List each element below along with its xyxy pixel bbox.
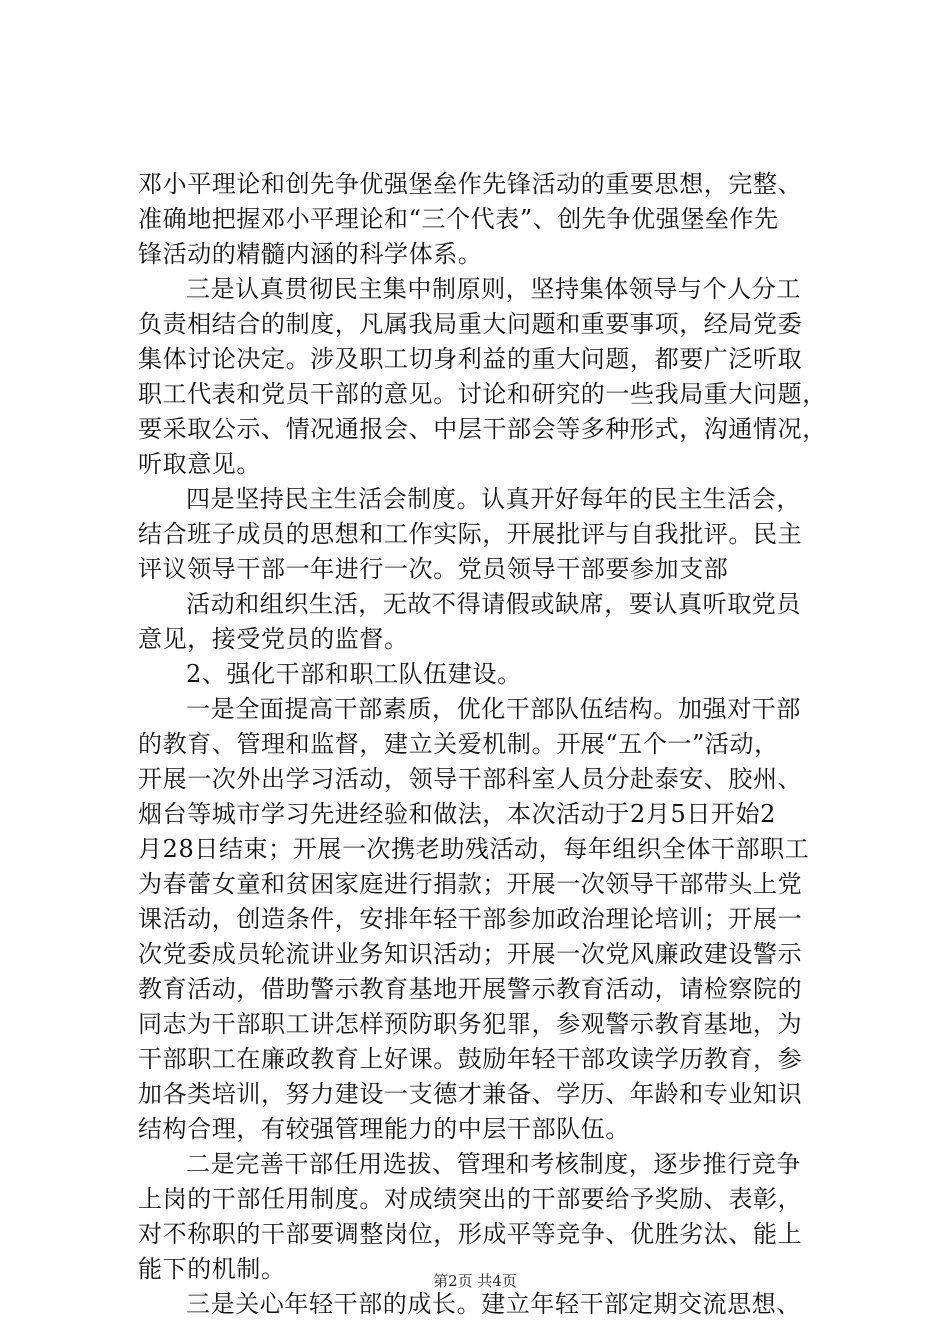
- text-line: 邓小平理论和创先争优强堡垒作先锋活动的重要思想，完整、: [138, 170, 803, 198]
- paragraph-start-line: 活动和组织生活，无故不得请假或缺席，要认真听取党员: [186, 590, 801, 618]
- text-line: 结构合理，有较强管理能力的中层干部队伍。: [138, 1115, 630, 1143]
- text-line: 同志为干部职工讲怎样预防职务犯罪，参观警示教育基地，为: [138, 1010, 803, 1038]
- text-line: 烟台等城市学习先进经验和做法，本次活动于2月5日开始2: [138, 800, 777, 828]
- text-line: 开展一次外出学习活动，领导干部科室人员分赴泰安、胶州、: [138, 765, 803, 793]
- text-line: 结合班子成员的思想和工作实际，开展批评与自我批评。民主: [138, 520, 803, 548]
- text-line: 课活动，创造条件，安排年轻干部参加政治理论培训；开展一: [138, 905, 803, 933]
- text-line: 为春蕾女童和贫困家庭进行捐款；开展一次领导干部带头上党: [138, 870, 803, 898]
- text-line: 干部职工在廉政教育上好课。鼓励年轻干部攻读学历教育，参: [138, 1045, 803, 1073]
- text-line: 教育活动，借助警示教育基地开展警示教育活动，请检察院的: [138, 975, 803, 1003]
- text-line: 要采取公示、情况通报会、中层干部会等多种形式，沟通情况，: [138, 415, 827, 443]
- text-line: 集体讨论决定。涉及职工切身利益的重大问题，都要广泛听取: [138, 345, 803, 373]
- text-line: 能下的机制。: [138, 1255, 286, 1283]
- text-line: 对不称职的干部要调整岗位，形成平等竞争、优胜劣汰、能上: [138, 1220, 803, 1248]
- text-line: 职工代表和党员干部的意见。讨论和研究的一些我局重大问题，: [138, 380, 827, 408]
- paragraph-start-line: 三是关心年轻干部的成长。建立年轻干部定期交流思想、: [186, 1290, 801, 1318]
- text-line: 月28日结束；开展一次携老助残活动，每年组织全体干部职工: [138, 835, 810, 863]
- text-line: 的教育、管理和监督，建立关爱机制。开展“五个一”活动，: [138, 730, 779, 758]
- document-body: [138, 167, 838, 1322]
- page-number-footer: 第2页 共4页: [433, 1272, 517, 1290]
- text-line: 锋活动的精髓内涵的科学体系。: [138, 240, 483, 268]
- text-line: 意见，接受党员的监督。: [138, 625, 409, 653]
- text-line: 负责相结合的制度，凡属我局重大问题和重要事项，经局党委: [138, 310, 803, 338]
- text-line: 上岗的干部任用制度。对成绩突出的干部要给予奖励、表彰，: [138, 1185, 803, 1213]
- text-line: 听取意见。: [138, 450, 261, 478]
- paragraph-start-line: 三是认真贯彻民主集中制原则，坚持集体领导与个人分工: [186, 275, 801, 303]
- text-line: 准确地把握邓小平理论和“三个代表”、创先争优强堡垒作先: [138, 205, 779, 233]
- paragraph-start-line: 一是全面提高干部素质，优化干部队伍结构。加强对干部: [186, 695, 801, 723]
- text-line: 次党委成员轮流讲业务知识活动；开展一次党风廉政建设警示: [138, 940, 803, 968]
- paragraph-start-line: 二是完善干部任用选拔、管理和考核制度，逐步推行竞争: [186, 1150, 801, 1178]
- section-heading: 2、强化干部和职工队伍建设。: [186, 660, 522, 688]
- text-line: 评议领导干部一年进行一次。党员领导干部要参加支部: [138, 555, 729, 583]
- paragraph-start-line: 四是坚持民主生活会制度。认真开好每年的民主生活会，: [186, 485, 801, 513]
- text-line: 加各类培训，努力建设一支德才兼备、学历、年龄和专业知识: [138, 1080, 803, 1108]
